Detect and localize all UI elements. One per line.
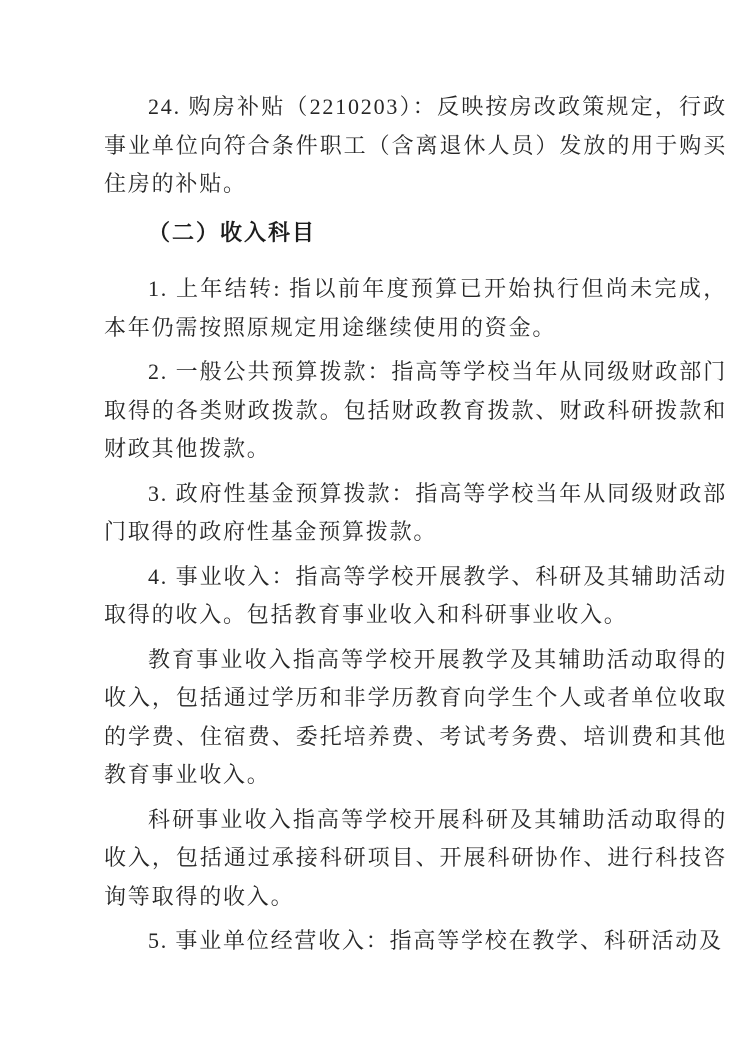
para-research-income: 科研事业收入指高等学校开展科研及其辅助活动取得的收入，包括通过承接科研项目、开展科研协作、进行科技咨询等取得的收入。	[104, 806, 727, 909]
section-heading-income-subjects: （二）收入科目	[148, 219, 317, 245]
para-education-income: 教育事业收入指高等学校开展教学及其辅助活动取得的收入，包括通过学历和非学历教育向学生个人或者单位收取的学费、住宿费、委托培养费、考试考务费、培训费和其他教育事业收入。	[104, 646, 727, 787]
para-general-public-budget-appropriation: 2. 一般公共预算拨款：指高等学校当年从同级财政部门取得的各类财政拨款。包括财政教育拨款、财政科研拨款和财政其他拨款。	[104, 359, 727, 461]
para-housing-subsidy: 24. 购房补贴（2210203）：反映按房改政策规定，行政事业单位向符合条件职工（含离退休人员）发放的用于购买住房的补贴。	[104, 94, 727, 196]
para-institutional-income: 4. 事业收入：指高等学校开展教学、科研及其辅助活动取得的收入。包括教育事业收入和科研事业收入。	[104, 563, 727, 627]
para-government-fund-budget-appropriation: 3. 政府性基金预算拨款：指高等学校当年从同级财政部门取得的政府性基金预算拨款。	[104, 480, 727, 544]
para-operating-income: 5. 事业单位经营收入：指高等学校在教学、科研活动及	[148, 928, 723, 953]
para-prior-year-carryover: 1. 上年结转: 指以前年度预算已开始执行但尚未完成，本年仍需按照原规定用途继续使用的资金。	[104, 276, 727, 340]
